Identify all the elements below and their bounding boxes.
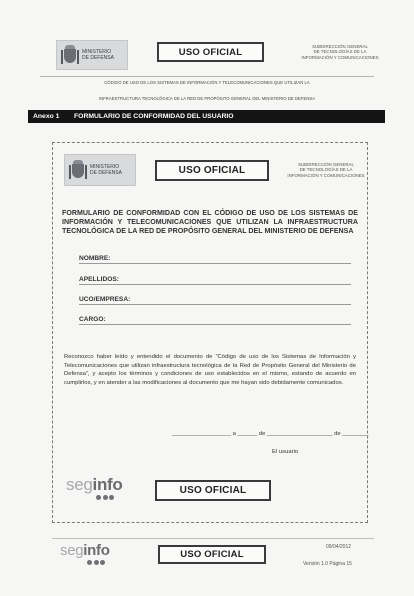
signature-label: El usuario: [272, 449, 299, 455]
header-rule: [40, 76, 374, 77]
department-name-header: SUBDIRECCIÓN GENERAL DE TECNOLOGÍAS DE LA INFORMACIÓN Y COMUNICACIONES: [301, 44, 379, 60]
place-date-line[interactable]: __________________ a ______ de ____________________ de ________: [172, 431, 369, 437]
form-title: FORMULARIO DE CONFORMIDAD CON EL CÓDIGO DE USO DE LOS SISTEMAS DE INFORMACIÓN Y TELECOMUNICACIONES QUE UTILIZAN LA INFRAESTRUCTURA TECNOLÓGICA DE LA RED DE PROPÓSITO GENERAL DEL MINISTERIO DE DEFENSA: [62, 209, 358, 236]
position-field-label: CARGO:: [79, 316, 106, 323]
form-ministry-logo-text: MINISTERIO DE DEFENSA: [90, 164, 122, 176]
uso-oficial-stamp-form-bottom: USO OFICIAL: [155, 480, 271, 501]
uso-oficial-stamp-footer: USO OFICIAL: [158, 545, 266, 564]
position-field[interactable]: [79, 313, 351, 325]
ministry-logo: [56, 40, 128, 70]
name-field[interactable]: [79, 252, 351, 264]
department-name-form: SUBDIRECCIÓN GENERAL DE TECNOLOGÍAS DE LA INFORMACIÓN Y COMUNICACIONES: [287, 162, 365, 178]
annex-title: FORMULARIO DE CONFORMIDAD DEL USUARIO: [74, 113, 234, 120]
seginfo-logo-footer: seginfo: [60, 543, 110, 565]
footer-version-page: Versión 1.0 Página 15: [303, 561, 352, 567]
surname-field-label: APELLIDOS:: [79, 276, 119, 283]
seginfo-footer-dots-icon: [87, 560, 110, 565]
organization-field[interactable]: [79, 293, 351, 305]
ministry-logo-text: MINISTERIO DE DEFENSA: [82, 49, 114, 61]
document-code-line-2: INFRAESTRUCTURA TECNOLÓGICA DE LA RED DE PROPÓSITO GENERAL DEL MINISTERIO DE DEFENSA: [98, 96, 316, 101]
form-frame: [52, 142, 368, 523]
seginfo-logo-form: seginfo: [66, 476, 122, 500]
document-code-line-1: CÓDIGO DE USO DE LOS SISTEMAS DE INFORMACIÓN Y TELECOMUNICACIONES QUE UTILIZAN LA: [104, 80, 310, 85]
annex-title-bar: [28, 110, 385, 123]
coat-of-arms-icon: [61, 44, 79, 66]
surname-field[interactable]: [79, 273, 351, 285]
form-coat-of-arms-icon: [69, 159, 87, 181]
conformity-statement: Reconozco haber leído y entendido el documento de “Código de uso de los Sistemas de Información y Telecomunicaciones que utilizan infraestructura tecnológica de la Red de Propósito General del Ministerio de Defensa”, y acepto los términos y condiciones de uso establecidos en el mismo, estando de acuerdo en cumplirlos, y en atender a las modificaciones al documento que me hayan sido debidamente comunicados.: [64, 354, 356, 386]
uso-oficial-stamp-header: USO OFICIAL: [157, 42, 264, 62]
form-ministry-logo: [64, 154, 136, 186]
organization-field-label: UCO/EMPRESA:: [79, 296, 131, 303]
annex-number: Anexo 1: [33, 113, 60, 120]
name-field-label: NOMBRE:: [79, 255, 111, 262]
footer-date: 09/04/2012: [326, 544, 352, 550]
seginfo-dots-icon: [96, 495, 122, 500]
footer-rule: [52, 538, 374, 539]
uso-oficial-stamp-form: USO OFICIAL: [155, 160, 269, 181]
